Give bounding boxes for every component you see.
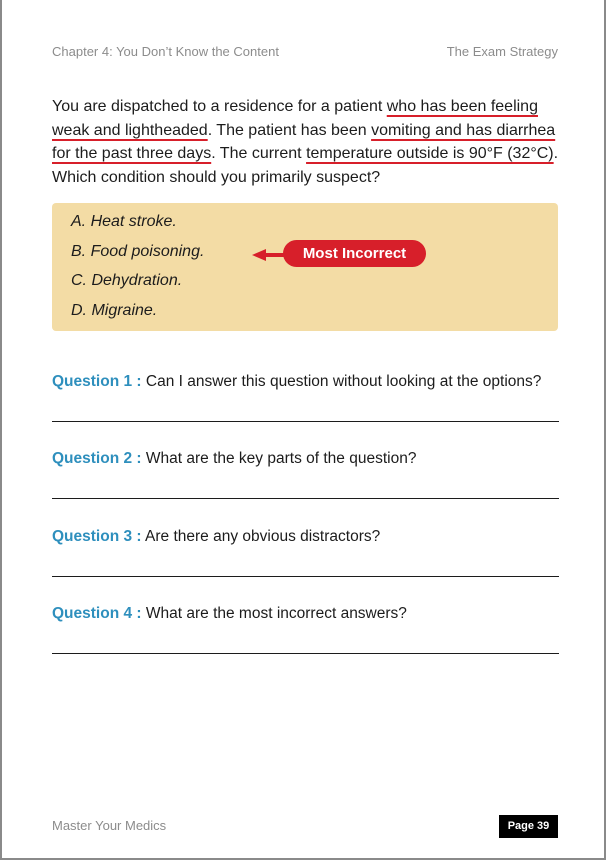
question-4-label: Question 4 : [52,605,142,622]
option-a: A. Heat stroke. [71,213,177,230]
question-part: . Which condition should you primarily suspect? [52,145,559,186]
chapter-title: Chapter 4: You Don’t Know the Content [52,44,279,59]
question-part: You are dispatched to a residence for a patient [52,98,387,115]
question-part: . The patient has been [207,121,372,139]
key-phrase-duration: vomiting and has diarrhea for the past three days [52,121,556,162]
option-c: C. Dehydration. [71,272,183,289]
section-title: The Exam Strategy [446,44,558,59]
most-incorrect-badge: Most Incorrect [283,240,426,267]
answer-line [52,576,559,577]
question-2-label: Question 2 : [52,450,142,467]
key-phrase-symptoms: who has been feeling weak and lightheaded [52,98,538,139]
question-part: . The current [211,145,307,162]
option-b: B. Food poisoning. [71,243,205,260]
answer-line [52,421,559,422]
answer-line [52,653,559,654]
question-1-label: Question 1 : [52,373,142,390]
question-3 [52,528,380,546]
page-number: Page 39 [499,815,558,838]
question-text [52,95,562,189]
page-border-left [0,0,2,860]
question-4-text: What are the most incorrect answers? [145,605,407,622]
option-d: D. Migraine. [71,302,158,319]
key-phrase-temperature: temperature outside is 90°F (32°C) [306,145,554,162]
answer-line [52,498,559,499]
question-1 [52,373,541,391]
question-3-label: Question 3 : [52,528,142,545]
question-1-text: Can I answer this question without looking at the options? [145,373,542,390]
question-3-text: Are there any obvious distractors? [145,528,381,545]
left-arrow-icon [252,249,266,261]
question-2 [52,450,416,468]
answer-options-box [52,203,558,331]
question-2-text: What are the key parts of the question? [145,450,417,467]
book-title: Master Your Medics [52,818,167,833]
question-4 [52,605,407,623]
